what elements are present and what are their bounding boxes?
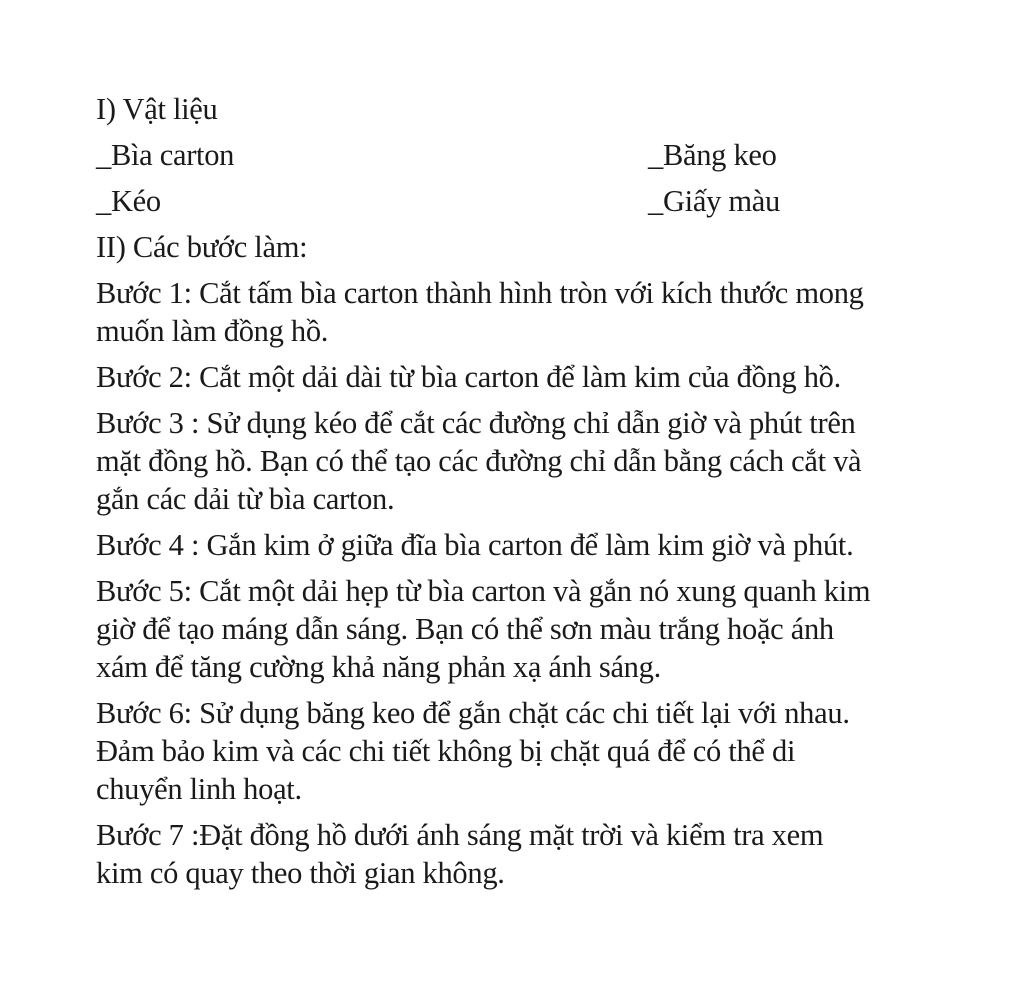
- step-text-line: gắn các dải từ bìa carton.: [96, 482, 395, 516]
- step-5: [96, 572, 976, 686]
- materials-row: [96, 136, 976, 174]
- step-text-line: muốn làm đồng hồ.: [96, 314, 329, 348]
- step-text-line: Bước 1: Cắt tấm bìa carton thành hình tròn với kích thước mong: [96, 276, 864, 310]
- step-text-line: mặt đồng hồ. Bạn có thể tạo các đường chỉ dẫn bằng cách cắt và: [96, 444, 862, 478]
- step-text-line: Đảm bảo kim và các chi tiết không bị chặt quá để có thể di: [96, 734, 796, 768]
- step-text-line: Bước 4 : Gắn kim ở giữa đĩa bìa carton để làm kim giờ và phút.: [96, 528, 854, 562]
- step-text-line: Bước 7 :Đặt đồng hồ dưới ánh sáng mặt trời và kiểm tra xem: [96, 818, 824, 852]
- steps-heading: II) Các bước làm:: [96, 230, 308, 264]
- materials-list: [96, 136, 976, 220]
- material-item: _Băng keo: [648, 138, 777, 172]
- material-item: _Kéo: [96, 184, 161, 218]
- step-text-line: kim có quay theo thời gian không.: [96, 856, 505, 890]
- step-text-line: chuyển linh hoạt.: [96, 772, 302, 806]
- step-text-line: Bước 6: Sử dụng băng keo để gắn chặt các chi tiết lại với nhau.: [96, 696, 850, 730]
- step-3: [96, 404, 976, 518]
- material-item: _Bìa carton: [96, 138, 235, 172]
- step-text-line: giờ để tạo máng dẫn sáng. Bạn có thể sơn màu trắng hoặc ánh: [96, 612, 834, 646]
- step-text-line: xám để tăng cường khả năng phản xạ ánh sáng.: [96, 650, 661, 684]
- step-7: [96, 816, 976, 892]
- materials-heading: I) Vật liệu: [96, 92, 218, 126]
- document-body: [96, 90, 976, 900]
- step-text-line: Bước 2: Cắt một dải dài từ bìa carton để làm kim của đồng hồ.: [96, 360, 841, 394]
- step-text-line: Bước 3 : Sử dụng kéo để cắt các đường chỉ dẫn giờ và phút trên: [96, 406, 856, 440]
- materials-row: [96, 182, 976, 220]
- step-6: [96, 694, 976, 808]
- material-item: _Giấy màu: [648, 184, 780, 218]
- step-2: [96, 358, 976, 396]
- step-1: [96, 274, 976, 350]
- step-4: [96, 526, 976, 564]
- step-text-line: Bước 5: Cắt một dải hẹp từ bìa carton và gắn nó xung quanh kim: [96, 574, 871, 608]
